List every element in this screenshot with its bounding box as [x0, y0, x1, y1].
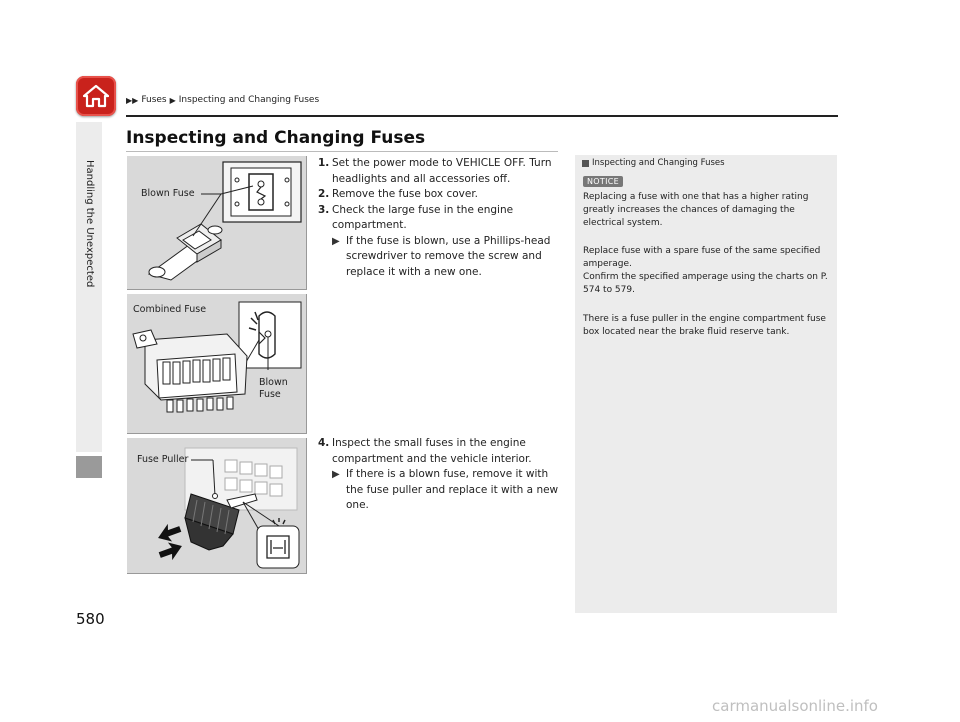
step-number: 2. [318, 188, 330, 200]
note-heading [582, 158, 725, 168]
large-fuse-illustration [127, 156, 307, 290]
callout-blown-fuse: Blown Fuse [141, 188, 195, 199]
steps-group-2 [318, 436, 563, 514]
side-section-label: Handling the Unexpected [84, 160, 95, 288]
step-3 [318, 203, 563, 234]
side-section-tab[interactable] [76, 456, 102, 478]
note-paragraph-3: Confirm the specified amperage using the charts on P. 574 to 579. [583, 272, 828, 295]
home-button[interactable] [76, 76, 116, 116]
substep-text: If the fuse is blown, use a Phillips-head screwdriver to remove the screw and replace it with a new one. [346, 234, 551, 278]
figure-combined-fuse [127, 294, 307, 434]
watermark: carmanualsonline.info [712, 697, 878, 715]
step-text: Remove the fuse box cover. [332, 188, 479, 200]
home-icon [83, 84, 109, 108]
title-divider [126, 151, 558, 152]
figure-fuse-puller [127, 438, 307, 574]
notice-badge: NOTICE [583, 176, 623, 187]
figure-large-fuse [127, 156, 307, 290]
note-icon [582, 160, 589, 167]
substep-arrow-icon: ▶ [332, 235, 340, 247]
callout-fuse-puller: Fuse Puller [137, 454, 189, 465]
step-number: 3. [318, 203, 330, 216]
step-number: 1. [318, 157, 330, 169]
substep-text: If there is a blown fuse, remove it with the fuse puller and replace it with a new one. [346, 468, 559, 511]
callout-blown-fuse-2: Blown Fuse [259, 377, 288, 400]
breadcrumb-arrow-icon: ▶ [169, 95, 176, 105]
callout-combined-fuse: Combined Fuse [133, 304, 207, 315]
step-number: 4. [318, 437, 330, 449]
breadcrumb [126, 95, 319, 105]
substep-arrow-icon: ▶ [332, 469, 340, 480]
step-1 [318, 156, 563, 187]
breadcrumb-item-current: Inspecting and Changing Fuses [178, 95, 320, 105]
step-2 [318, 187, 563, 203]
note-heading-text: Inspecting and Changing Fuses [592, 158, 725, 168]
note-paragraph-2: Replace fuse with a spare fuse of the same specified amperage. [583, 246, 821, 269]
breadcrumb-arrow-icon: ▶▶ [126, 95, 139, 105]
header-divider [126, 115, 838, 117]
step-4-substep [318, 467, 563, 514]
breadcrumb-item-fuses[interactable]: Fuses [141, 95, 167, 105]
step-text: Set the power mode to VEHICLE OFF. Turn headlights and all accessories off. [332, 157, 552, 185]
page-title: Inspecting and Changing Fuses [126, 128, 426, 148]
note-paragraph-1: Replacing a fuse with one that has a higher rating greatly increases the chances of damaging the electrical system. [583, 192, 809, 228]
note-paragraph-4: There is a fuse puller in the engine compartment fuse box located near the brake fluid reserve tank. [583, 314, 826, 337]
step-text: Inspect the small fuses in the engine compartment and the vehicle interior. [332, 437, 532, 465]
step-4 [318, 436, 563, 467]
step-text: Check the large fuse in the engine compartment. [332, 203, 514, 231]
page-number: 580 [76, 610, 105, 628]
steps-group-1 [318, 156, 563, 280]
step-3-substep [318, 234, 563, 281]
